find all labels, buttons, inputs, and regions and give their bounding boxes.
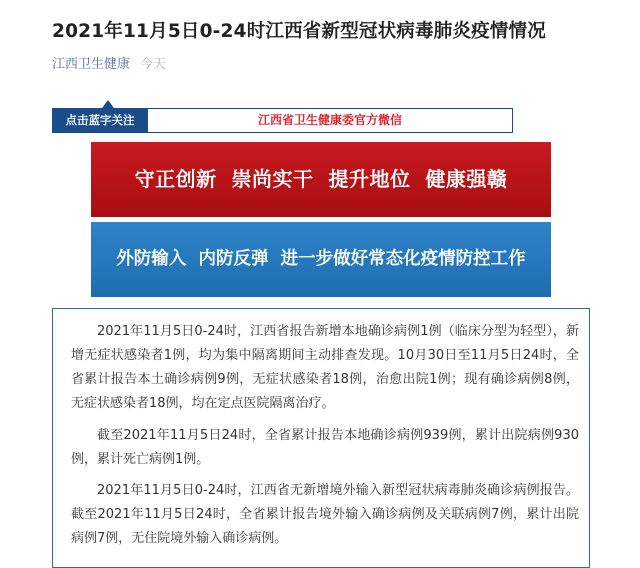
- report-paragraph-imported: 2021年11月5日0-24时，江西省无新增境外输入新型冠状病毒肺炎确诊病例报告。截至2021年11月5日24时，全省累计报告境外输入确诊病例及关联病例7例，累计出院病例7例，无住院境外输入确诊病例。: [71, 483, 579, 546]
- slogan-banner-red: 守正创新 崇尚实干 提升地位 健康强赣: [91, 142, 551, 217]
- report-paragraph-local-cases: 2021年11月5日0-24时，江西省报告新增本地确诊病例1例（临床分型为轻型），新增无症状感染者1例，均为集中隔离期间主动排查发现。10月30日至11月5日24时，全省累计报告本土确诊病例9例，无症状感染者18例，治愈出院1例；现有确诊病例8例，无症状感染者18例，均在定点医院隔离治疗。: [71, 324, 579, 411]
- report-paragraph-cumulative: 截至2021年11月5日24时，全省累计报告本地确诊病例939例，累计出院病例930例，累计死亡病例1例。: [71, 428, 579, 467]
- article-title: 2021年11月5日0-24时江西省新型冠状病毒肺炎疫情情况: [52, 21, 546, 42]
- follow-bar[interactable]: [52, 108, 513, 133]
- official-account-name: 江西省卫生健康委官方微信: [148, 108, 513, 133]
- follow-tab[interactable]: 点击蓝字关注: [52, 108, 148, 133]
- publish-date: 今天: [140, 57, 167, 72]
- slogan-banner-blue: 外防输入 内防反弹 进一步做好常态化疫情防控工作: [91, 222, 551, 297]
- account-name-link[interactable]: 江西卫生健康: [52, 57, 131, 72]
- article-meta: [52, 53, 166, 72]
